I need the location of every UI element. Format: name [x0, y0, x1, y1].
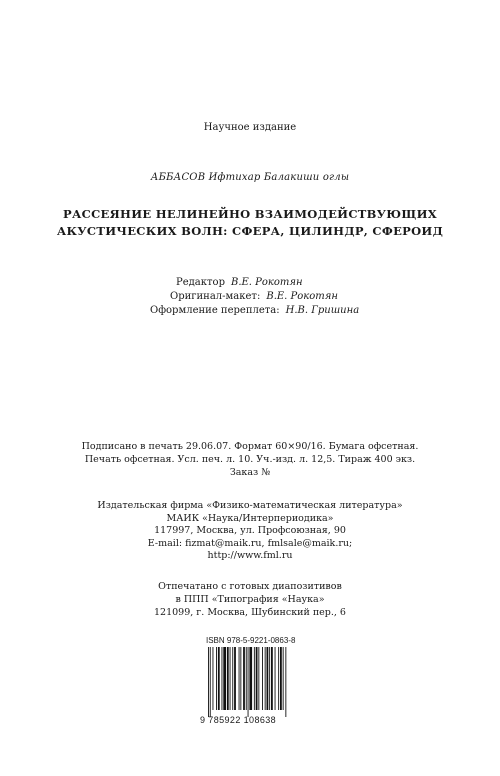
credit-role: Оформление переплета: — [150, 305, 280, 316]
publisher-line: Издательская фирма «Физико-математическая литература» — [97, 500, 403, 511]
publisher-line: МАИК «Наука/Интерпериодика» — [166, 512, 334, 524]
printer-line: в ППП «Типография «Наука» — [175, 594, 325, 605]
credit-name: В.Е. Рокотян — [230, 277, 303, 288]
printing-line: Подписано в печать 29.06.07. Формат 60×90/16. Бумага офсетная. — [81, 441, 419, 452]
publisher-address: 117997, Москва, ул. Профсоюзная, 90 — [154, 525, 346, 536]
book-title — [0, 206, 500, 240]
publisher-email: E-mail: fizmat@maik.ru, fmlsale@maik.ru; — [147, 537, 353, 549]
credits-block — [150, 276, 360, 318]
barcode-image — [204, 647, 322, 717]
title-line: АКУСТИЧЕСКИХ ВОЛН: СФЕРА, ЦИЛИНДР, СФЕРОИД — [56, 224, 444, 238]
isbn-barcode-block — [200, 636, 322, 725]
printing-line: Печать офсетная. Усл. печ. л. 10. Уч.-изд. л. 12,5. Тираж 400 экз. — [84, 454, 416, 465]
credit-row-layout — [170, 290, 359, 304]
author-name: АББАСОВ Ифтихар Балакиши оглы — [150, 172, 350, 183]
genre-label: Научное издание — [203, 122, 297, 133]
barcode-number: 9 785922 108638 — [200, 715, 277, 725]
publisher-website: http://www.fml.ru — [207, 550, 293, 561]
printing-info — [0, 440, 500, 479]
credit-row-editor — [176, 276, 359, 290]
title-line: РАССЕЯНИЕ НЕЛИНЕЙНО ВЗАИМОДЕЙСТВУЮЩИХ — [63, 207, 437, 221]
isbn-label: ISBN 978-5-9221-0863-8 — [206, 636, 296, 645]
credit-role: Редактор — [176, 277, 225, 288]
printer-line: Отпечатано с готовых диапозитивов — [158, 581, 342, 592]
credit-role: Оригинал-макет: — [170, 291, 261, 302]
order-number-line: Заказ № — [229, 467, 271, 478]
credit-name: В.Е. Рокотян — [266, 291, 338, 302]
credit-row-cover — [150, 304, 359, 318]
printer-info — [0, 580, 500, 619]
printer-address: 121099, г. Москва, Шубинский пер., 6 — [154, 607, 346, 618]
credit-name: Н.В. Гришина — [285, 305, 360, 316]
publisher-info — [0, 500, 500, 563]
